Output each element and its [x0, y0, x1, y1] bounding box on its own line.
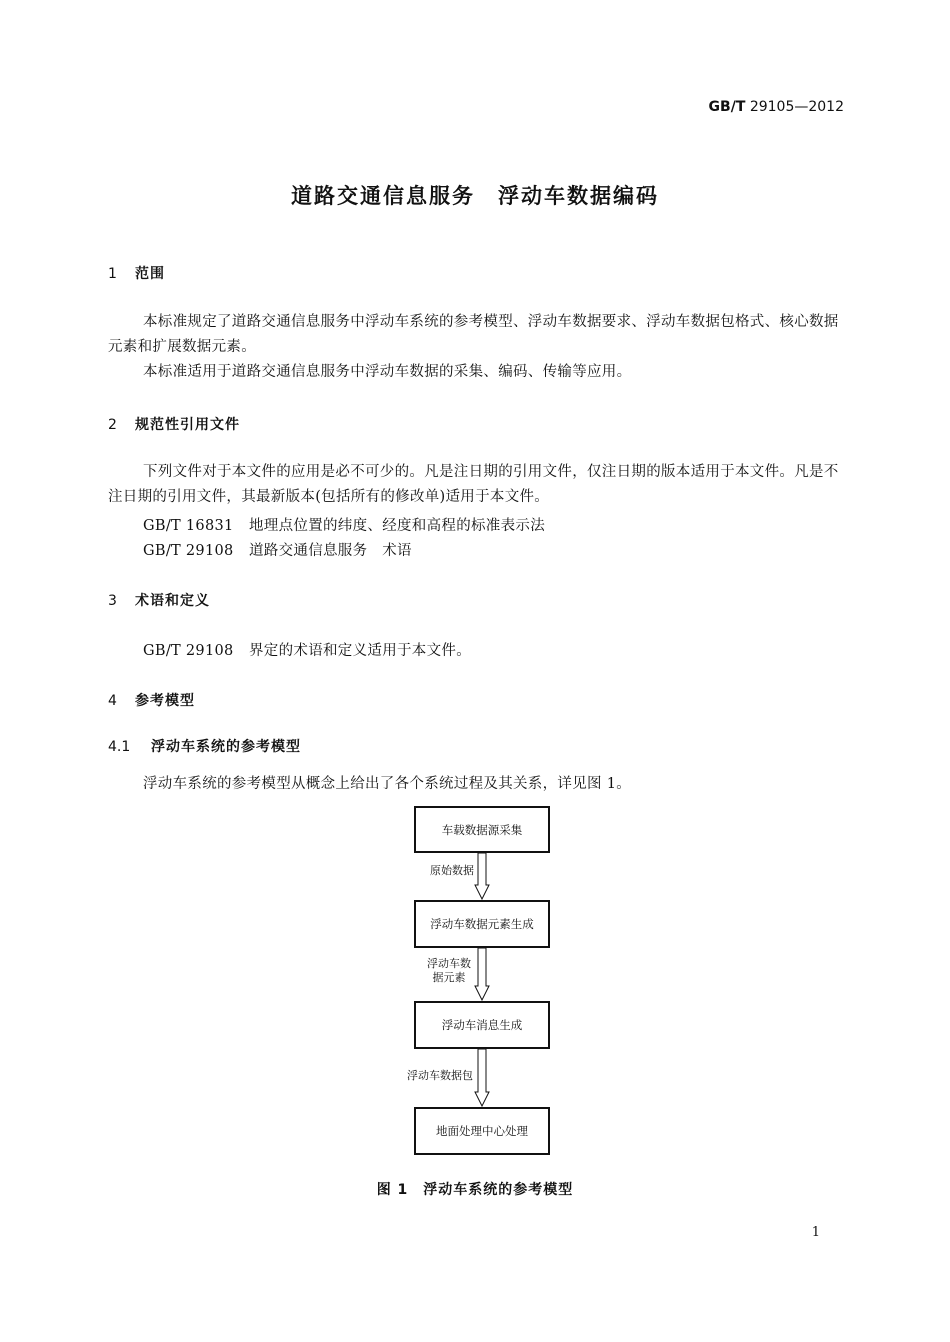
section-4-1-paragraph: 浮动车系统的参考模型从概念上给出了各个系统过程及其关系，详见图 1。	[143, 776, 632, 792]
normative-reference: GB/T 16831 地理点位置的纬度、经度和高程的标准表示法	[143, 518, 545, 534]
page-number: 1	[811, 1225, 820, 1240]
section-1-paragraph-2: 本标准适用于道路交通信息服务中浮动车数据的采集、编码、传输等应用。	[143, 364, 632, 380]
flow-box-ground-center-processing: 地面处理中心处理	[414, 1107, 550, 1155]
document-title: 道路交通信息服务 浮动车数据编码	[291, 184, 659, 208]
section-1-heading: 1 范围	[108, 266, 165, 282]
section-1-paragraph-1: 本标准规定了道路交通信息服务中浮动车系统的参考模型、浮动车数据要求、浮动车数据包格式、核心数据元素和扩展数据元素。	[108, 314, 839, 355]
section-4-heading: 4 参考模型	[108, 693, 195, 709]
arrow-label-raw-data: 原始数据	[430, 864, 474, 877]
normative-reference: GB/T 29108 道路交通信息服务 术语	[143, 543, 412, 559]
flow-box-onboard-data-collection: 车载数据源采集	[414, 806, 550, 853]
flow-box-data-element-generation: 浮动车数据元素生成	[414, 900, 550, 948]
standard-number: GB/T 29105—2012	[708, 99, 844, 115]
section-2-heading: 2 规范性引用文件	[108, 417, 240, 433]
arrow-label-data-elements: 浮动车数 据元素	[427, 957, 471, 984]
flow-box-message-generation: 浮动车消息生成	[414, 1001, 550, 1049]
arrow-label-data-packet: 浮动车数据包	[407, 1069, 473, 1082]
section-3-heading: 3 术语和定义	[108, 593, 210, 609]
section-3-paragraph: GB/T 29108 界定的术语和定义适用于本文件。	[143, 643, 471, 659]
section-2-paragraph-1: 下列文件对于本文件的应用是必不可少的。凡是注日期的引用文件，仅注日期的版本适用于本文件。凡是不注日期的引用文件，其最新版本(包括所有的修改单)适用于本文件。	[108, 464, 839, 505]
section-4-1-heading: 4.1 浮动车系统的参考模型	[108, 739, 301, 755]
figure-caption: 图 1 浮动车系统的参考模型	[376, 1182, 574, 1198]
